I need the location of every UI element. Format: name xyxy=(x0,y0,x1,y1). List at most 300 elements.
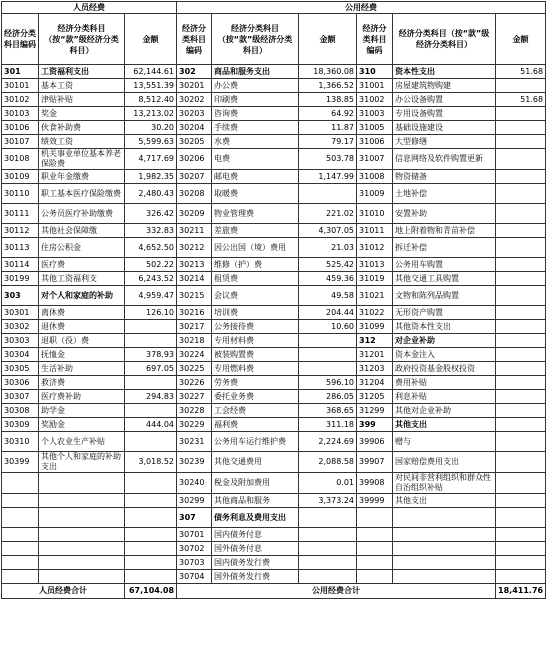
public-code-cell: 39907 xyxy=(357,452,393,473)
public-amount-cell xyxy=(496,204,546,224)
public-name-cell: 大型修缮 xyxy=(393,135,496,149)
public-code-cell: 31205 xyxy=(357,390,393,404)
table-row xyxy=(2,418,546,432)
personnel-code-cell: 30108 xyxy=(2,149,39,170)
public-name-cell: 债务利息及费用支出 xyxy=(212,508,299,528)
table-row xyxy=(2,204,546,224)
public-amount-cell xyxy=(496,320,546,334)
public-code-cell: 30218 xyxy=(177,334,212,348)
table-row xyxy=(2,272,546,286)
public-amount-cell xyxy=(496,432,546,452)
public-code-cell: 30214 xyxy=(177,272,212,286)
personnel-amount-cell xyxy=(125,528,177,542)
public-name-cell: 其他交通费用 xyxy=(212,452,299,473)
public-name-cell: 租赁费 xyxy=(212,272,299,286)
personnel-amount-cell: 6,243.52 xyxy=(125,272,177,286)
name-column-header: 经济分类科目（按“款”级经济分类科目） xyxy=(212,14,299,65)
personnel-code-cell: 30305 xyxy=(2,362,39,376)
public-name-cell: 安置补助 xyxy=(393,204,496,224)
public-code-cell: 31299 xyxy=(357,404,393,418)
personnel-code-cell: 30310 xyxy=(2,432,39,452)
personnel-name-cell: 对个人和家庭的补助 xyxy=(39,286,125,306)
table-row xyxy=(2,65,546,79)
amount-column-header: 金额 xyxy=(496,14,546,65)
table-row xyxy=(2,362,546,376)
code-column-header: 经济分类科目编码 xyxy=(2,14,39,65)
public-code-cell: 31203 xyxy=(357,362,393,376)
public-amount-cell: 204.44 xyxy=(299,306,357,320)
personnel-amount-cell: 332.83 xyxy=(125,224,177,238)
personnel-amount-cell: 4,652.50 xyxy=(125,238,177,258)
public-name-cell: 公务用车购置 xyxy=(393,258,496,272)
table-row xyxy=(2,348,546,362)
personnel-code-cell: 303 xyxy=(2,286,39,306)
public-name-cell: 委托业务费 xyxy=(212,390,299,404)
public-name-cell xyxy=(393,542,496,556)
public-code-cell: 30227 xyxy=(177,390,212,404)
public-name-cell: 因公出国（境）费用 xyxy=(212,238,299,258)
public-amount-cell: 64.92 xyxy=(299,107,357,121)
public-code-cell: 31010 xyxy=(357,204,393,224)
public-code-cell: 30299 xyxy=(177,494,212,508)
public-code-cell: 30209 xyxy=(177,204,212,224)
public-name-cell: 税金及附加费用 xyxy=(212,473,299,494)
personnel-name-cell: 其他社会保障缴 xyxy=(39,224,125,238)
public-name-cell: 费用补贴 xyxy=(393,376,496,390)
public-amount-cell xyxy=(496,404,546,418)
public-name-cell: 手续费 xyxy=(212,121,299,135)
public-amount-cell: 0.01 xyxy=(299,473,357,494)
public-name-cell: 其他交通工具购置 xyxy=(393,272,496,286)
public-amount-cell: 596.10 xyxy=(299,376,357,390)
public-name-cell: 办公费 xyxy=(212,79,299,93)
table-row xyxy=(2,258,546,272)
personnel-code-cell: 30306 xyxy=(2,376,39,390)
personnel-amount-cell: 5,599.63 xyxy=(125,135,177,149)
public-code-cell: 30203 xyxy=(177,107,212,121)
personnel-code-cell: 30109 xyxy=(2,170,39,184)
personnel-name-cell: 公务员医疗补助缴费 xyxy=(39,204,125,224)
personnel-name-cell: 职工基本医疗保险缴费 xyxy=(39,184,125,204)
public-code-cell: 30202 xyxy=(177,93,212,107)
public-amount-cell: 311.18 xyxy=(299,418,357,432)
public-name-cell: 国内债务发行费 xyxy=(212,556,299,570)
personnel-code-cell xyxy=(2,542,39,556)
public-name-cell: 其他支出 xyxy=(393,418,496,432)
public-amount-cell xyxy=(299,184,357,204)
public-code-cell: 30704 xyxy=(177,570,212,584)
public-code-cell: 310 xyxy=(357,65,393,79)
public-code-cell: 31022 xyxy=(357,306,393,320)
public-code-cell: 312 xyxy=(357,334,393,348)
public-amount-cell xyxy=(496,362,546,376)
personnel-name-cell: 基本工资 xyxy=(39,79,125,93)
public-code-cell: 30702 xyxy=(177,542,212,556)
public-name-cell: 政府投资基金股权投资 xyxy=(393,362,496,376)
personnel-name-cell xyxy=(39,473,125,494)
public-name-cell xyxy=(393,528,496,542)
personnel-amount-cell: 13,213.02 xyxy=(125,107,177,121)
public-amount-cell xyxy=(299,570,357,584)
public-total-label: 公用经费合计 xyxy=(177,584,496,599)
public-code-cell: 31002 xyxy=(357,93,393,107)
personnel-amount-cell xyxy=(125,334,177,348)
personnel-name-cell xyxy=(39,542,125,556)
public-amount-cell: 51.68 xyxy=(496,65,546,79)
public-name-cell: 资本金注入 xyxy=(393,348,496,362)
personnel-amount-cell xyxy=(125,404,177,418)
public-amount-cell xyxy=(496,390,546,404)
public-name-cell: 基础设施建设 xyxy=(393,121,496,135)
personnel-code-cell: 30302 xyxy=(2,320,39,334)
public-name-cell: 信息网络及软件购置更新 xyxy=(393,149,496,170)
public-amount-cell: 4,307.05 xyxy=(299,224,357,238)
public-amount-cell xyxy=(496,528,546,542)
public-code-cell: 31099 xyxy=(357,320,393,334)
personnel-amount-cell: 126.10 xyxy=(125,306,177,320)
public-code-cell: 30213 xyxy=(177,258,212,272)
personnel-amount-cell xyxy=(125,376,177,390)
public-amount-cell xyxy=(496,452,546,473)
public-amount-cell xyxy=(299,362,357,376)
public-amount-cell xyxy=(496,334,546,348)
public-code-cell: 31019 xyxy=(357,272,393,286)
public-code-cell: 30212 xyxy=(177,238,212,258)
public-code-cell: 30217 xyxy=(177,320,212,334)
public-name-cell xyxy=(393,556,496,570)
personnel-code-cell xyxy=(2,494,39,508)
table-row xyxy=(2,224,546,238)
public-amount-cell: 21.03 xyxy=(299,238,357,258)
personnel-name-cell: 医疗费 xyxy=(39,258,125,272)
personnel-amount-cell: 502.22 xyxy=(125,258,177,272)
personnel-code-cell: 30308 xyxy=(2,404,39,418)
public-amount-cell xyxy=(496,184,546,204)
personnel-code-cell xyxy=(2,508,39,528)
table-row xyxy=(2,93,546,107)
public-amount-cell xyxy=(496,556,546,570)
personnel-amount-cell: 326.42 xyxy=(125,204,177,224)
code-column-header: 经济分类科目编码 xyxy=(177,14,212,65)
public-amount-cell: 286.05 xyxy=(299,390,357,404)
personnel-code-cell: 30301 xyxy=(2,306,39,320)
public-code-cell xyxy=(357,542,393,556)
public-name-cell: 资本性支出 xyxy=(393,65,496,79)
public-amount-cell xyxy=(496,79,546,93)
personnel-name-cell: 救济费 xyxy=(39,376,125,390)
public-amount-cell xyxy=(496,135,546,149)
public-name-cell: 国外债务发行费 xyxy=(212,570,299,584)
personnel-total-label: 人员经费合计 xyxy=(2,584,125,599)
public-code-cell: 30228 xyxy=(177,404,212,418)
personnel-code-cell: 30307 xyxy=(2,390,39,404)
public-amount-cell xyxy=(299,542,357,556)
table-row xyxy=(2,79,546,93)
public-name-cell: 办公设备购置 xyxy=(393,93,496,107)
table-row xyxy=(2,238,546,258)
table-row xyxy=(2,184,546,204)
personnel-code-cell: 30304 xyxy=(2,348,39,362)
public-name-cell: 赠与 xyxy=(393,432,496,452)
public-code-cell: 31003 xyxy=(357,107,393,121)
public-code-cell: 30229 xyxy=(177,418,212,432)
public-name-cell: 对民间非营利组织和群众性自治组织补贴 xyxy=(393,473,496,494)
public-name-cell: 土地补偿 xyxy=(393,184,496,204)
public-code-cell: 39906 xyxy=(357,432,393,452)
personnel-amount-cell: 62,144.61 xyxy=(125,65,177,79)
public-name-cell: 地上附着物和青苗补偿 xyxy=(393,224,496,238)
public-code-cell: 30207 xyxy=(177,170,212,184)
public-amount-cell xyxy=(496,149,546,170)
personnel-code-cell: 30309 xyxy=(2,418,39,432)
table-row xyxy=(2,404,546,418)
public-code-cell: 30231 xyxy=(177,432,212,452)
public-amount-cell: 221.02 xyxy=(299,204,357,224)
public-name-cell: 物资储备 xyxy=(393,170,496,184)
public-name-cell: 物业管理费 xyxy=(212,204,299,224)
public-amount-cell: 368.65 xyxy=(299,404,357,418)
personnel-name-cell: 其他工资福利支 xyxy=(39,272,125,286)
personnel-amount-cell xyxy=(125,508,177,528)
public-code-cell: 31005 xyxy=(357,121,393,135)
public-name-cell: 国家赔偿费用支出 xyxy=(393,452,496,473)
public-code-cell: 31013 xyxy=(357,258,393,272)
public-name-cell: 公务用车运行维护费 xyxy=(212,432,299,452)
public-amount-cell: 2,088.58 xyxy=(299,452,357,473)
public-name-cell: 差旅费 xyxy=(212,224,299,238)
personnel-amount-cell: 13,551.39 xyxy=(125,79,177,93)
table-row xyxy=(2,149,546,170)
personnel-name-cell xyxy=(39,570,125,584)
public-amount-cell: 11.87 xyxy=(299,121,357,135)
personnel-name-cell: 津贴补贴 xyxy=(39,93,125,107)
personnel-amount-cell: 697.05 xyxy=(125,362,177,376)
public-code-cell: 30215 xyxy=(177,286,212,306)
public-name-cell: 房屋建筑物购建 xyxy=(393,79,496,93)
public-name-cell: 专用燃料费 xyxy=(212,362,299,376)
public-amount-cell xyxy=(496,570,546,584)
public-code-cell: 399 xyxy=(357,418,393,432)
public-code-cell: 31006 xyxy=(357,135,393,149)
table-row xyxy=(2,508,546,528)
public-code-cell: 30208 xyxy=(177,184,212,204)
personnel-amount-cell: 30.20 xyxy=(125,121,177,135)
public-code-cell xyxy=(357,508,393,528)
table-row xyxy=(2,376,546,390)
personnel-amount-cell xyxy=(125,556,177,570)
personnel-name-cell xyxy=(39,528,125,542)
personnel-name-cell: 奖励金 xyxy=(39,418,125,432)
public-code-cell: 30239 xyxy=(177,452,212,473)
public-name-cell: 工会经费 xyxy=(212,404,299,418)
personnel-amount-cell xyxy=(125,432,177,452)
public-amount-cell xyxy=(299,528,357,542)
personnel-code-cell: 30303 xyxy=(2,334,39,348)
public-name-cell: 印刷费 xyxy=(212,93,299,107)
public-amount-cell: 459.36 xyxy=(299,272,357,286)
personnel-amount-cell: 3,018.52 xyxy=(125,452,177,473)
personnel-code-cell: 30113 xyxy=(2,238,39,258)
public-amount-cell xyxy=(496,107,546,121)
personnel-name-cell: 生活补助 xyxy=(39,362,125,376)
public-code-cell: 31012 xyxy=(357,238,393,258)
public-name-cell: 文物和陈列品购置 xyxy=(393,286,496,306)
public-amount-cell: 49.58 xyxy=(299,286,357,306)
public-amount-cell: 2,224.69 xyxy=(299,432,357,452)
public-code-cell: 30224 xyxy=(177,348,212,362)
public-name-cell: 其他商品和服务 xyxy=(212,494,299,508)
personnel-amount-cell xyxy=(125,320,177,334)
public-code-cell: 31204 xyxy=(357,376,393,390)
public-amount-cell xyxy=(496,494,546,508)
public-code-cell: 39999 xyxy=(357,494,393,508)
personnel-name-cell: 个人农业生产补贴 xyxy=(39,432,125,452)
public-amount-cell xyxy=(496,272,546,286)
personnel-code-cell: 30399 xyxy=(2,452,39,473)
public-amount-cell: 10.60 xyxy=(299,320,357,334)
table-row xyxy=(2,556,546,570)
personnel-code-cell: 30199 xyxy=(2,272,39,286)
public-name-cell: 被装购置费 xyxy=(212,348,299,362)
public-code-cell xyxy=(357,556,393,570)
public-amount-cell xyxy=(299,508,357,528)
personnel-section-header: 人员经费 xyxy=(2,2,177,14)
public-code-cell: 31001 xyxy=(357,79,393,93)
public-name-cell: 其他对企业补助 xyxy=(393,404,496,418)
personnel-name-cell: 退休费 xyxy=(39,320,125,334)
public-name-cell: 培训费 xyxy=(212,306,299,320)
public-name-cell: 电费 xyxy=(212,149,299,170)
public-code-cell: 30701 xyxy=(177,528,212,542)
public-name-cell: 国内债务付息 xyxy=(212,528,299,542)
personnel-code-cell: 30102 xyxy=(2,93,39,107)
personnel-code-cell xyxy=(2,528,39,542)
personnel-name-cell: 离休费 xyxy=(39,306,125,320)
public-code-cell: 31201 xyxy=(357,348,393,362)
personnel-code-cell: 30106 xyxy=(2,121,39,135)
amount-column-header: 金额 xyxy=(299,14,357,65)
personnel-name-cell: 工资福利支出 xyxy=(39,65,125,79)
table-row xyxy=(2,334,546,348)
public-amount-cell: 503.78 xyxy=(299,149,357,170)
personnel-code-cell: 30114 xyxy=(2,258,39,272)
public-name-cell: 邮电费 xyxy=(212,170,299,184)
public-code-cell: 30226 xyxy=(177,376,212,390)
public-code-cell: 30225 xyxy=(177,362,212,376)
public-amount-cell xyxy=(299,334,357,348)
personnel-amount-cell: 444.04 xyxy=(125,418,177,432)
personnel-code-cell xyxy=(2,473,39,494)
table-row xyxy=(2,542,546,556)
personnel-amount-cell: 294.83 xyxy=(125,390,177,404)
public-code-cell xyxy=(357,528,393,542)
table-row xyxy=(2,306,546,320)
personnel-name-cell: 职业年金缴费 xyxy=(39,170,125,184)
public-code-cell: 31008 xyxy=(357,170,393,184)
personnel-name-cell: 其他个人和家庭的补助支出 xyxy=(39,452,125,473)
public-amount-cell: 18,360.08 xyxy=(299,65,357,79)
public-name-cell: 对企业补助 xyxy=(393,334,496,348)
public-code-cell: 30206 xyxy=(177,149,212,170)
personnel-name-cell xyxy=(39,556,125,570)
table-row xyxy=(2,494,546,508)
personnel-amount-cell xyxy=(125,473,177,494)
public-name-cell: 维修（护）费 xyxy=(212,258,299,272)
personnel-name-cell: 伙食补助费 xyxy=(39,121,125,135)
personnel-name-cell: 助学金 xyxy=(39,404,125,418)
public-amount-cell xyxy=(496,238,546,258)
public-name-cell: 劳务费 xyxy=(212,376,299,390)
public-amount-cell xyxy=(496,348,546,362)
public-code-cell: 31011 xyxy=(357,224,393,238)
personnel-code-cell: 30101 xyxy=(2,79,39,93)
personnel-code-cell: 30110 xyxy=(2,184,39,204)
table-row xyxy=(2,528,546,542)
table-row xyxy=(2,473,546,494)
personnel-name-cell: 抚恤金 xyxy=(39,348,125,362)
public-amount-cell xyxy=(496,418,546,432)
personnel-name-cell: 机关事业单位基本养老保险费 xyxy=(39,149,125,170)
personnel-total-value: 67,104.08 xyxy=(125,584,177,599)
name-column-header: 经济分类科目（按“款”级经济分类科目） xyxy=(39,14,125,65)
public-name-cell: 其他资本性支出 xyxy=(393,320,496,334)
table-row xyxy=(2,286,546,306)
table-row xyxy=(2,135,546,149)
personnel-amount-cell: 4,959.47 xyxy=(125,286,177,306)
public-name-cell xyxy=(393,508,496,528)
public-name-cell: 公务接待费 xyxy=(212,320,299,334)
public-name-cell: 取暖费 xyxy=(212,184,299,204)
table-row xyxy=(2,390,546,404)
expense-table xyxy=(1,1,546,599)
public-amount-cell xyxy=(496,286,546,306)
personnel-amount-cell xyxy=(125,494,177,508)
public-code-cell: 30216 xyxy=(177,306,212,320)
public-amount-cell: 51.68 xyxy=(496,93,546,107)
public-name-cell: 国外债务付息 xyxy=(212,542,299,556)
public-section-header: 公用经费 xyxy=(177,2,546,14)
public-code-cell: 30703 xyxy=(177,556,212,570)
public-amount-cell xyxy=(496,224,546,238)
personnel-code-cell: 30111 xyxy=(2,204,39,224)
public-name-cell: 会议费 xyxy=(212,286,299,306)
public-code-cell: 307 xyxy=(177,508,212,528)
table-row xyxy=(2,432,546,452)
public-name-cell: 福利费 xyxy=(212,418,299,432)
public-name-cell: 专用设备购置 xyxy=(393,107,496,121)
public-code-cell: 30211 xyxy=(177,224,212,238)
public-code-cell: 31009 xyxy=(357,184,393,204)
public-code-cell: 31007 xyxy=(357,149,393,170)
personnel-code-cell: 301 xyxy=(2,65,39,79)
public-name-cell: 拆迁补偿 xyxy=(393,238,496,258)
personnel-name-cell: 奖金 xyxy=(39,107,125,121)
table-row xyxy=(2,170,546,184)
public-total-value: 18,411.76 xyxy=(496,584,546,599)
public-amount-cell: 138.85 xyxy=(299,93,357,107)
public-name-cell: 咨询费 xyxy=(212,107,299,121)
public-name-cell: 利息补贴 xyxy=(393,390,496,404)
public-name-cell: 商品和服务支出 xyxy=(212,65,299,79)
personnel-code-cell: 30112 xyxy=(2,224,39,238)
table-row xyxy=(2,452,546,473)
personnel-code-cell: 30107 xyxy=(2,135,39,149)
personnel-amount-cell xyxy=(125,570,177,584)
personnel-name-cell: 医疗费补助 xyxy=(39,390,125,404)
personnel-name-cell: 绩效工资 xyxy=(39,135,125,149)
personnel-name-cell xyxy=(39,508,125,528)
public-name-cell xyxy=(393,570,496,584)
